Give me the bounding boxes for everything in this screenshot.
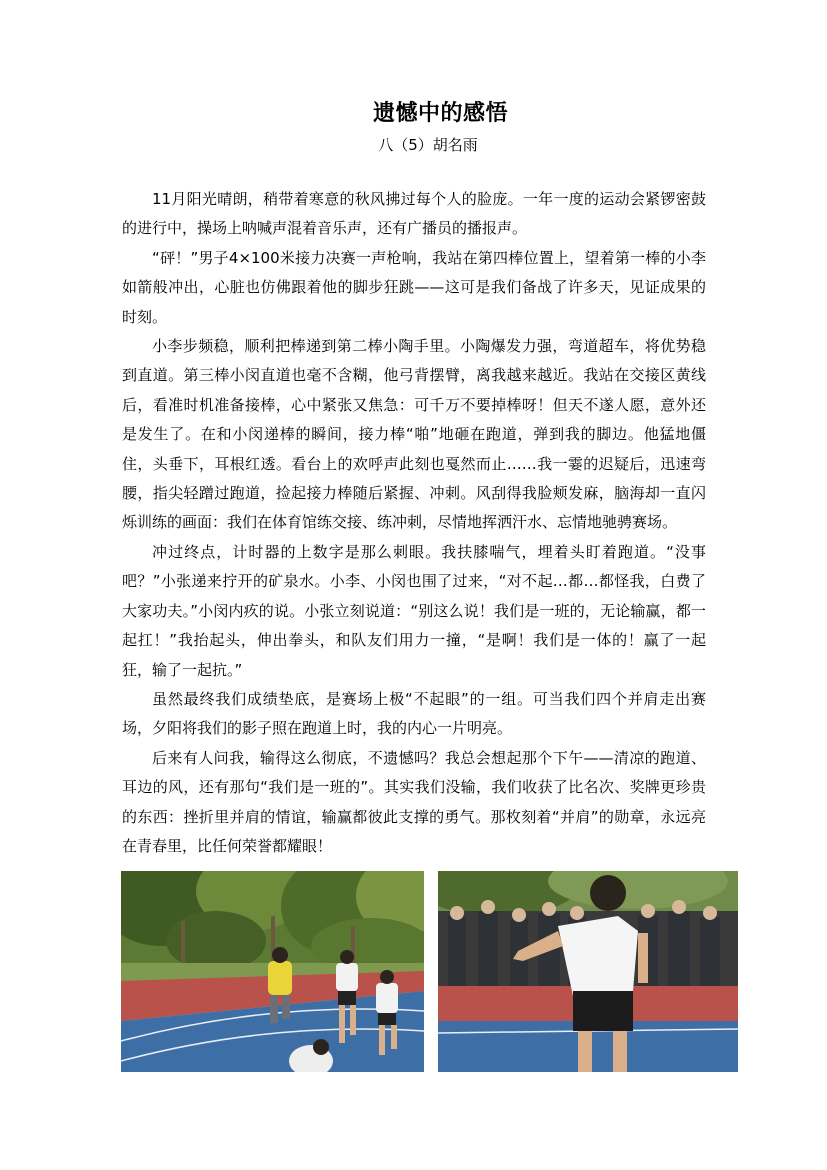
- relay-race-photo: [121, 871, 424, 1072]
- paragraph-1: 11月阳光晴朗，稍带着寒意的秋风拂过每个人的脸庞。一年一度的运动会紧锣密鼓的进行中，操场上呐喊声混着音乐声，还有广播员的播报声。: [122, 190, 706, 238]
- author-line: 八（5）胡名雨: [378, 136, 478, 154]
- paragraph-6: 后来有人问我，输得这么彻底，不遗憾吗？我总会想起那个下午——清凉的跑道、耳边的风，还有那句“我们是一班的”。其实我们没输，我们收获了比名次、奖牌更珍贵的东西：挫折里并肩的情谊，输赢都彼此支撑的勇气。那枚刻着“并肩”的勋章，永远亮在青春里，比任何荣誉都耀眼！: [122, 748, 706, 855]
- runner-crowd-photo: [438, 871, 738, 1072]
- paragraph-5: 虽然最终我们成绩垫底，是赛场上极“不起眼”的一组。可当我们四个并肩走出赛场，夕阳将我们的影子照在跑道上时，我的内心一片明亮。: [122, 689, 706, 738]
- paragraph-4: 冲过终点，计时器的上数字是那么刺眼。我扶膝喘气，埋着头盯着跑道。“没事吧？”小张递来拧开的矿泉水。小李、小闵也围了过来，“对不起…都…都怪我，白费了大家功夫。”小闵内疚的说。小张立刻说道：“别这么说！我们是一班的，无论输赢，都一起扛！”我抬起头，伸出拳头，和队友们用力一撞，“是啊！我们是一体的！赢了一起狂，输了一起抗。”: [122, 542, 706, 679]
- document-title: 遗憾中的感悟: [372, 101, 508, 126]
- essay-body: [122, 185, 706, 861]
- paragraph-2: “砰！”男子4×100米接力决赛一声枪响，我站在第四棒位置上，望着第一棒的小李如箭般冲出，心脏也仿佛跟着他的脚步狂跳——这可是我们备战了许多天，见证成果的时刻。: [122, 248, 706, 326]
- paragraph-3: 小李步频稳，顺利把棒递到第二棒小陶手里。小陶爆发力强，弯道超车，将优势稳到直道。第三棒小闵直道也毫不含糊，他弓背摆臂，离我越来越近。我站在交接区黄线后，看准时机准备接棒，心中紧张又焦急：可千万不要掉棒呀！但天不遂人愿，意外还是发生了。在和小闵递棒的瞬间，接力棒“啪”地砸在跑道，弹到我的脚边。他猛地僵住，头垂下，耳根红透。看台上的欢呼声此刻也戛然而止……我一霎的迟疑后，迅速弯腰，指尖轻蹭过跑道，捡起接力棒随后紧握、冲刺。风刮得我脸颊发麻，脑海却一直闪烁训练的画面：我们在体育馆练交接、练冲刺，尽情地挥洒汗水、忘情地驰骋赛场。: [122, 337, 706, 532]
